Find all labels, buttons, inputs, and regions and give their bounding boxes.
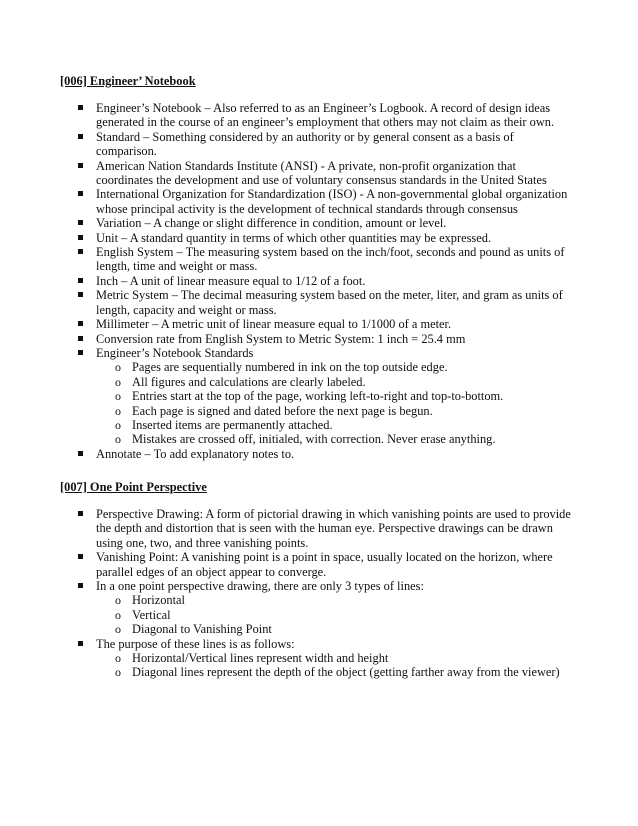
square-bullet-icon (78, 641, 83, 646)
circle-bullet-icon: o (115, 651, 121, 666)
sub-bullet-item (0, 404, 638, 418)
bullet-item-text: Inch – A unit of linear measure equal to 1/12 of a foot. (96, 273, 366, 288)
square-bullet-icon (78, 350, 83, 355)
bullet-item-text: The purpose of these lines is as follows: (96, 636, 295, 651)
square-bullet-icon (78, 321, 83, 326)
bullet-item-text: Unit – A standard quantity in terms of which other quantities may be expressed. (96, 230, 492, 245)
sub-bullet-item-text: Horizontal/Vertical lines represent width and height (132, 651, 389, 666)
square-bullet-icon (78, 235, 83, 240)
circle-bullet-icon: o (115, 622, 121, 637)
square-bullet-icon (78, 105, 83, 110)
bullet-item-text: Conversion rate from English System to Metric System: 1 inch = 25.4 mm (96, 331, 466, 346)
sub-bullet-item-text: Pages are sequentially numbered in ink on the top outside edge. (132, 360, 448, 375)
bullet-item-text: Vanishing Point: A vanishing point is a point in space, usually located on the horizon, where parallel edges of an object appear to converge. (96, 550, 553, 579)
square-bullet-icon (78, 220, 83, 225)
bullet-item-text: Engineer’s Notebook – Also referred to as an Engineer’s Logbook. A record of design ideas generated in the course of an engineer’s employment that others may not claim as their own. (96, 101, 555, 130)
sub-bullet-item (0, 418, 638, 432)
square-bullet-icon (78, 554, 83, 559)
sub-bullet-item (0, 622, 638, 636)
square-bullet-icon (78, 191, 83, 196)
bullet-item (0, 637, 638, 651)
section-006-list (0, 101, 638, 461)
sub-bullet-item (0, 375, 638, 389)
bullet-item-text: International Organization for Standardization (ISO) - A non-governmental global organization whose principal activity is the development of technical standards through consensus (96, 187, 568, 216)
square-bullet-icon (78, 278, 83, 283)
circle-bullet-icon: o (115, 360, 121, 375)
sub-bullet-item (0, 360, 638, 374)
bullet-item-text: Millimeter – A metric unit of linear measure equal to 1/1000 of a meter. (96, 317, 452, 332)
bullet-item (0, 130, 638, 159)
bullet-item-text: Perspective Drawing: A form of pictorial drawing in which vanishing points are used to provide the depth and distortion that is seen with the human eye. Perspective drawings can be drawn using one, two, and three vanishing points. (96, 507, 571, 550)
square-bullet-icon (78, 511, 83, 516)
bullet-item (0, 187, 638, 216)
sub-bullet-item (0, 432, 638, 446)
bullet-item (0, 550, 638, 579)
sub-bullet-item (0, 665, 638, 679)
section-007-list (0, 507, 638, 680)
circle-bullet-icon: o (115, 593, 121, 608)
square-bullet-icon (78, 134, 83, 139)
section-heading-007: [007] One Point Perspective (60, 480, 207, 494)
bullet-item (0, 274, 638, 288)
bullet-item (0, 216, 638, 230)
circle-bullet-icon: o (115, 403, 121, 418)
square-bullet-icon (78, 336, 83, 341)
sub-bullet-item-text: Entries start at the top of the page, working left-to-right and top-to-bottom. (132, 389, 504, 404)
circle-bullet-icon: o (115, 607, 121, 622)
circle-bullet-icon: o (115, 432, 121, 447)
bullet-item-text: Metric System – The decimal measuring system based on the meter, liter, and gram as units of length, capacity and weight or mass. (96, 288, 563, 317)
bullet-item (0, 447, 638, 461)
sub-bullet-item (0, 651, 638, 665)
bullet-item (0, 101, 638, 130)
bullet-item-text: Engineer’s Notebook Standards (96, 345, 254, 360)
square-bullet-icon (78, 292, 83, 297)
bullet-item (0, 507, 638, 550)
bullet-item (0, 579, 638, 593)
bullet-item-text: Variation – A change or slight difference in condition, amount or level. (96, 216, 447, 231)
sub-bullet-item-text: All figures and calculations are clearly labeled. (132, 374, 366, 389)
bullet-item-text: Annotate – To add explanatory notes to. (96, 446, 295, 461)
sub-bullet-item-text: Vertical (132, 607, 171, 622)
sub-bullet-item-text: Diagonal to Vanishing Point (132, 622, 272, 637)
square-bullet-icon (78, 163, 83, 168)
bullet-item (0, 317, 638, 331)
bullet-item (0, 159, 638, 188)
bullet-item (0, 332, 638, 346)
square-bullet-icon (78, 583, 83, 588)
bullet-item (0, 231, 638, 245)
sub-bullet-item (0, 389, 638, 403)
circle-bullet-icon: o (115, 374, 121, 389)
bullet-item (0, 346, 638, 360)
sub-bullet-item-text: Mistakes are crossed off, initialed, with correction. Never erase anything. (132, 432, 496, 447)
sub-bullet-item-text: Inserted items are permanently attached. (132, 417, 333, 432)
circle-bullet-icon: o (115, 389, 121, 404)
square-bullet-icon (78, 451, 83, 456)
bullet-item (0, 245, 638, 274)
bullet-item-text: In a one point perspective drawing, there are only 3 types of lines: (96, 579, 424, 594)
sub-bullet-item-text: Horizontal (132, 593, 185, 608)
circle-bullet-icon: o (115, 417, 121, 432)
square-bullet-icon (78, 249, 83, 254)
sub-bullet-item-text: Diagonal lines represent the depth of the object (getting farther away from the viewer) (132, 665, 560, 680)
sub-bullet-item-text: Each page is signed and dated before the next page is begun. (132, 403, 433, 418)
sub-bullet-item (0, 608, 638, 622)
bullet-item-text: English System – The measuring system based on the inch/foot, seconds and pound as units of length, time and weight or mass. (96, 245, 565, 274)
section-heading-006: [006] Engineer’ Notebook (60, 74, 196, 88)
bullet-item (0, 288, 638, 317)
bullet-item-text: Standard – Something considered by an authority or by general consent as a basis of comparison. (96, 129, 514, 159)
sub-bullet-item (0, 593, 638, 607)
bullet-item-text: American Nation Standards Institute (ANSI) - A private, non-profit organization that coordinates the development and use of voluntary consensus standards in the United States (96, 158, 547, 188)
circle-bullet-icon: o (115, 665, 121, 680)
